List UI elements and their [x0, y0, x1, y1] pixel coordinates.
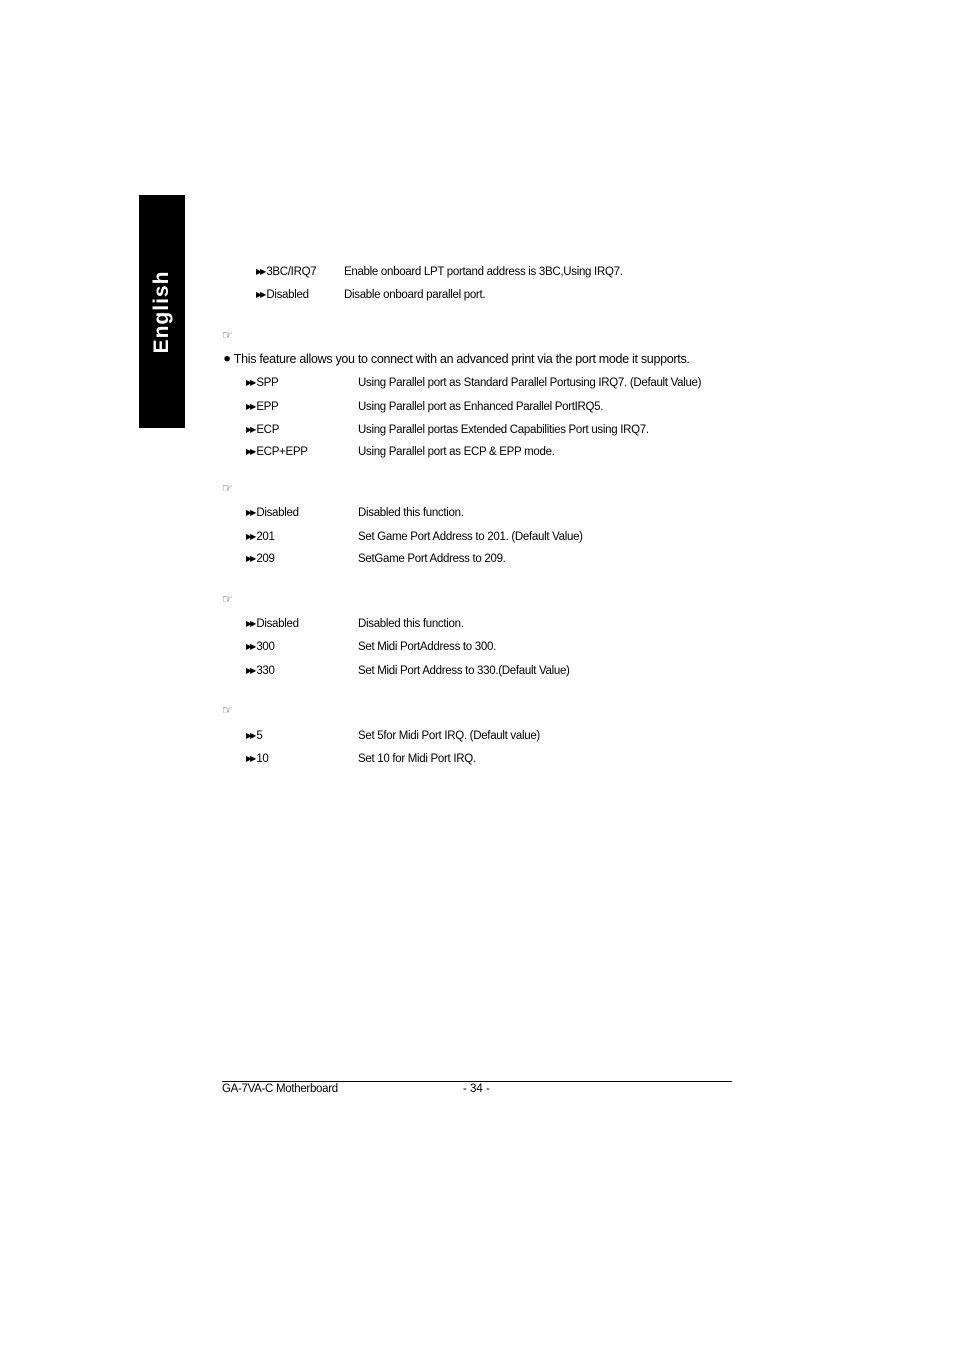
list-item	[246, 552, 275, 567]
double-right-arrow-icon: ▶▶	[246, 731, 255, 740]
option-label: ECP+EPP	[256, 446, 308, 458]
double-right-arrow-icon: ▶▶	[246, 666, 255, 675]
double-right-arrow-icon: ▶▶	[246, 378, 255, 387]
help-text	[222, 352, 690, 367]
language-side-tab	[139, 195, 185, 428]
option-description: Using Parallel portas Extended Capabilities Port using IRQ7.	[358, 424, 649, 436]
pointing-hand-icon: ☞	[222, 703, 233, 717]
pointing-hand-icon: ☞	[222, 481, 233, 495]
option-description: Set Midi PortAddress to 300.	[358, 641, 496, 653]
double-right-arrow-icon: ▶▶	[256, 290, 265, 299]
list-item	[246, 729, 262, 744]
double-right-arrow-icon: ▶▶	[246, 425, 255, 434]
double-right-arrow-icon: ▶▶	[246, 447, 255, 456]
pointing-hand-icon: ☞	[222, 328, 233, 342]
option-label: Disabled	[256, 618, 299, 630]
footer-divider	[222, 1081, 732, 1082]
option-description: Set 10 for Midi Port IRQ.	[358, 753, 476, 765]
list-item	[246, 530, 275, 545]
double-right-arrow-icon: ▶▶	[256, 267, 265, 276]
option-description: Using Parallel port as Enhanced Parallel PortIRQ5.	[358, 401, 604, 413]
option-label: 3BC/IRQ7	[266, 266, 317, 278]
option-description: SetGame Port Address to 209.	[358, 553, 506, 565]
option-label: 330	[256, 665, 275, 677]
option-label: 201	[256, 531, 275, 543]
language-tab-label: English	[150, 270, 173, 353]
list-item	[246, 376, 278, 391]
option-description: Disable onboard parallel port.	[344, 289, 486, 301]
list-item	[246, 664, 275, 679]
double-right-arrow-icon: ▶▶	[246, 619, 255, 628]
double-right-arrow-icon: ▶▶	[246, 532, 255, 541]
option-label: Disabled	[256, 507, 299, 519]
pointing-hand-icon: ☞	[222, 592, 233, 606]
option-label: 209	[256, 553, 275, 565]
double-right-arrow-icon: ▶▶	[246, 642, 255, 651]
option-description: Disabled this function.	[358, 618, 464, 630]
option-description: Using Parallel port as ECP & EPP mode.	[358, 446, 555, 458]
option-label: 300	[256, 641, 275, 653]
double-right-arrow-icon: ▶▶	[246, 402, 255, 411]
list-item	[246, 752, 269, 767]
list-item	[246, 617, 299, 632]
option-label: SPP	[256, 377, 279, 389]
list-item	[256, 265, 316, 280]
list-item	[246, 400, 278, 415]
list-item	[246, 445, 308, 460]
double-right-arrow-icon: ▶▶	[246, 754, 255, 763]
option-label: Disabled	[266, 289, 309, 301]
option-description: Using Parallel port as Standard Parallel Portusing IRQ7. (Default Value)	[358, 377, 702, 389]
option-label: 5	[256, 730, 263, 742]
page-number: - 34 -	[463, 1083, 490, 1095]
option-description: Set Game Port Address to 201. (Default Value)	[358, 531, 583, 543]
list-item	[256, 288, 309, 303]
option-label: ECP	[256, 424, 280, 436]
double-right-arrow-icon: ▶▶	[246, 554, 255, 563]
footer-product-name: GA-7VA-C Motherboard	[222, 1083, 338, 1095]
option-description: Set 5for Midi Port IRQ. (Default value)	[358, 730, 540, 742]
list-item	[246, 423, 279, 438]
option-description: Enable onboard LPT portand address is 3BC,Using IRQ7.	[344, 266, 623, 278]
option-label: 10	[256, 753, 269, 765]
list-item	[246, 506, 299, 521]
option-label: EPP	[256, 401, 279, 413]
option-description: Set Midi Port Address to 330.(Default Value)	[358, 665, 570, 677]
help-text-content: This feature allows you to connect with an advanced print via the port mode it supports.	[233, 352, 690, 366]
option-description: Disabled this function.	[358, 507, 464, 519]
list-item	[246, 640, 275, 655]
bomb-icon: ⚫	[222, 352, 232, 366]
double-right-arrow-icon: ▶▶	[246, 508, 255, 517]
